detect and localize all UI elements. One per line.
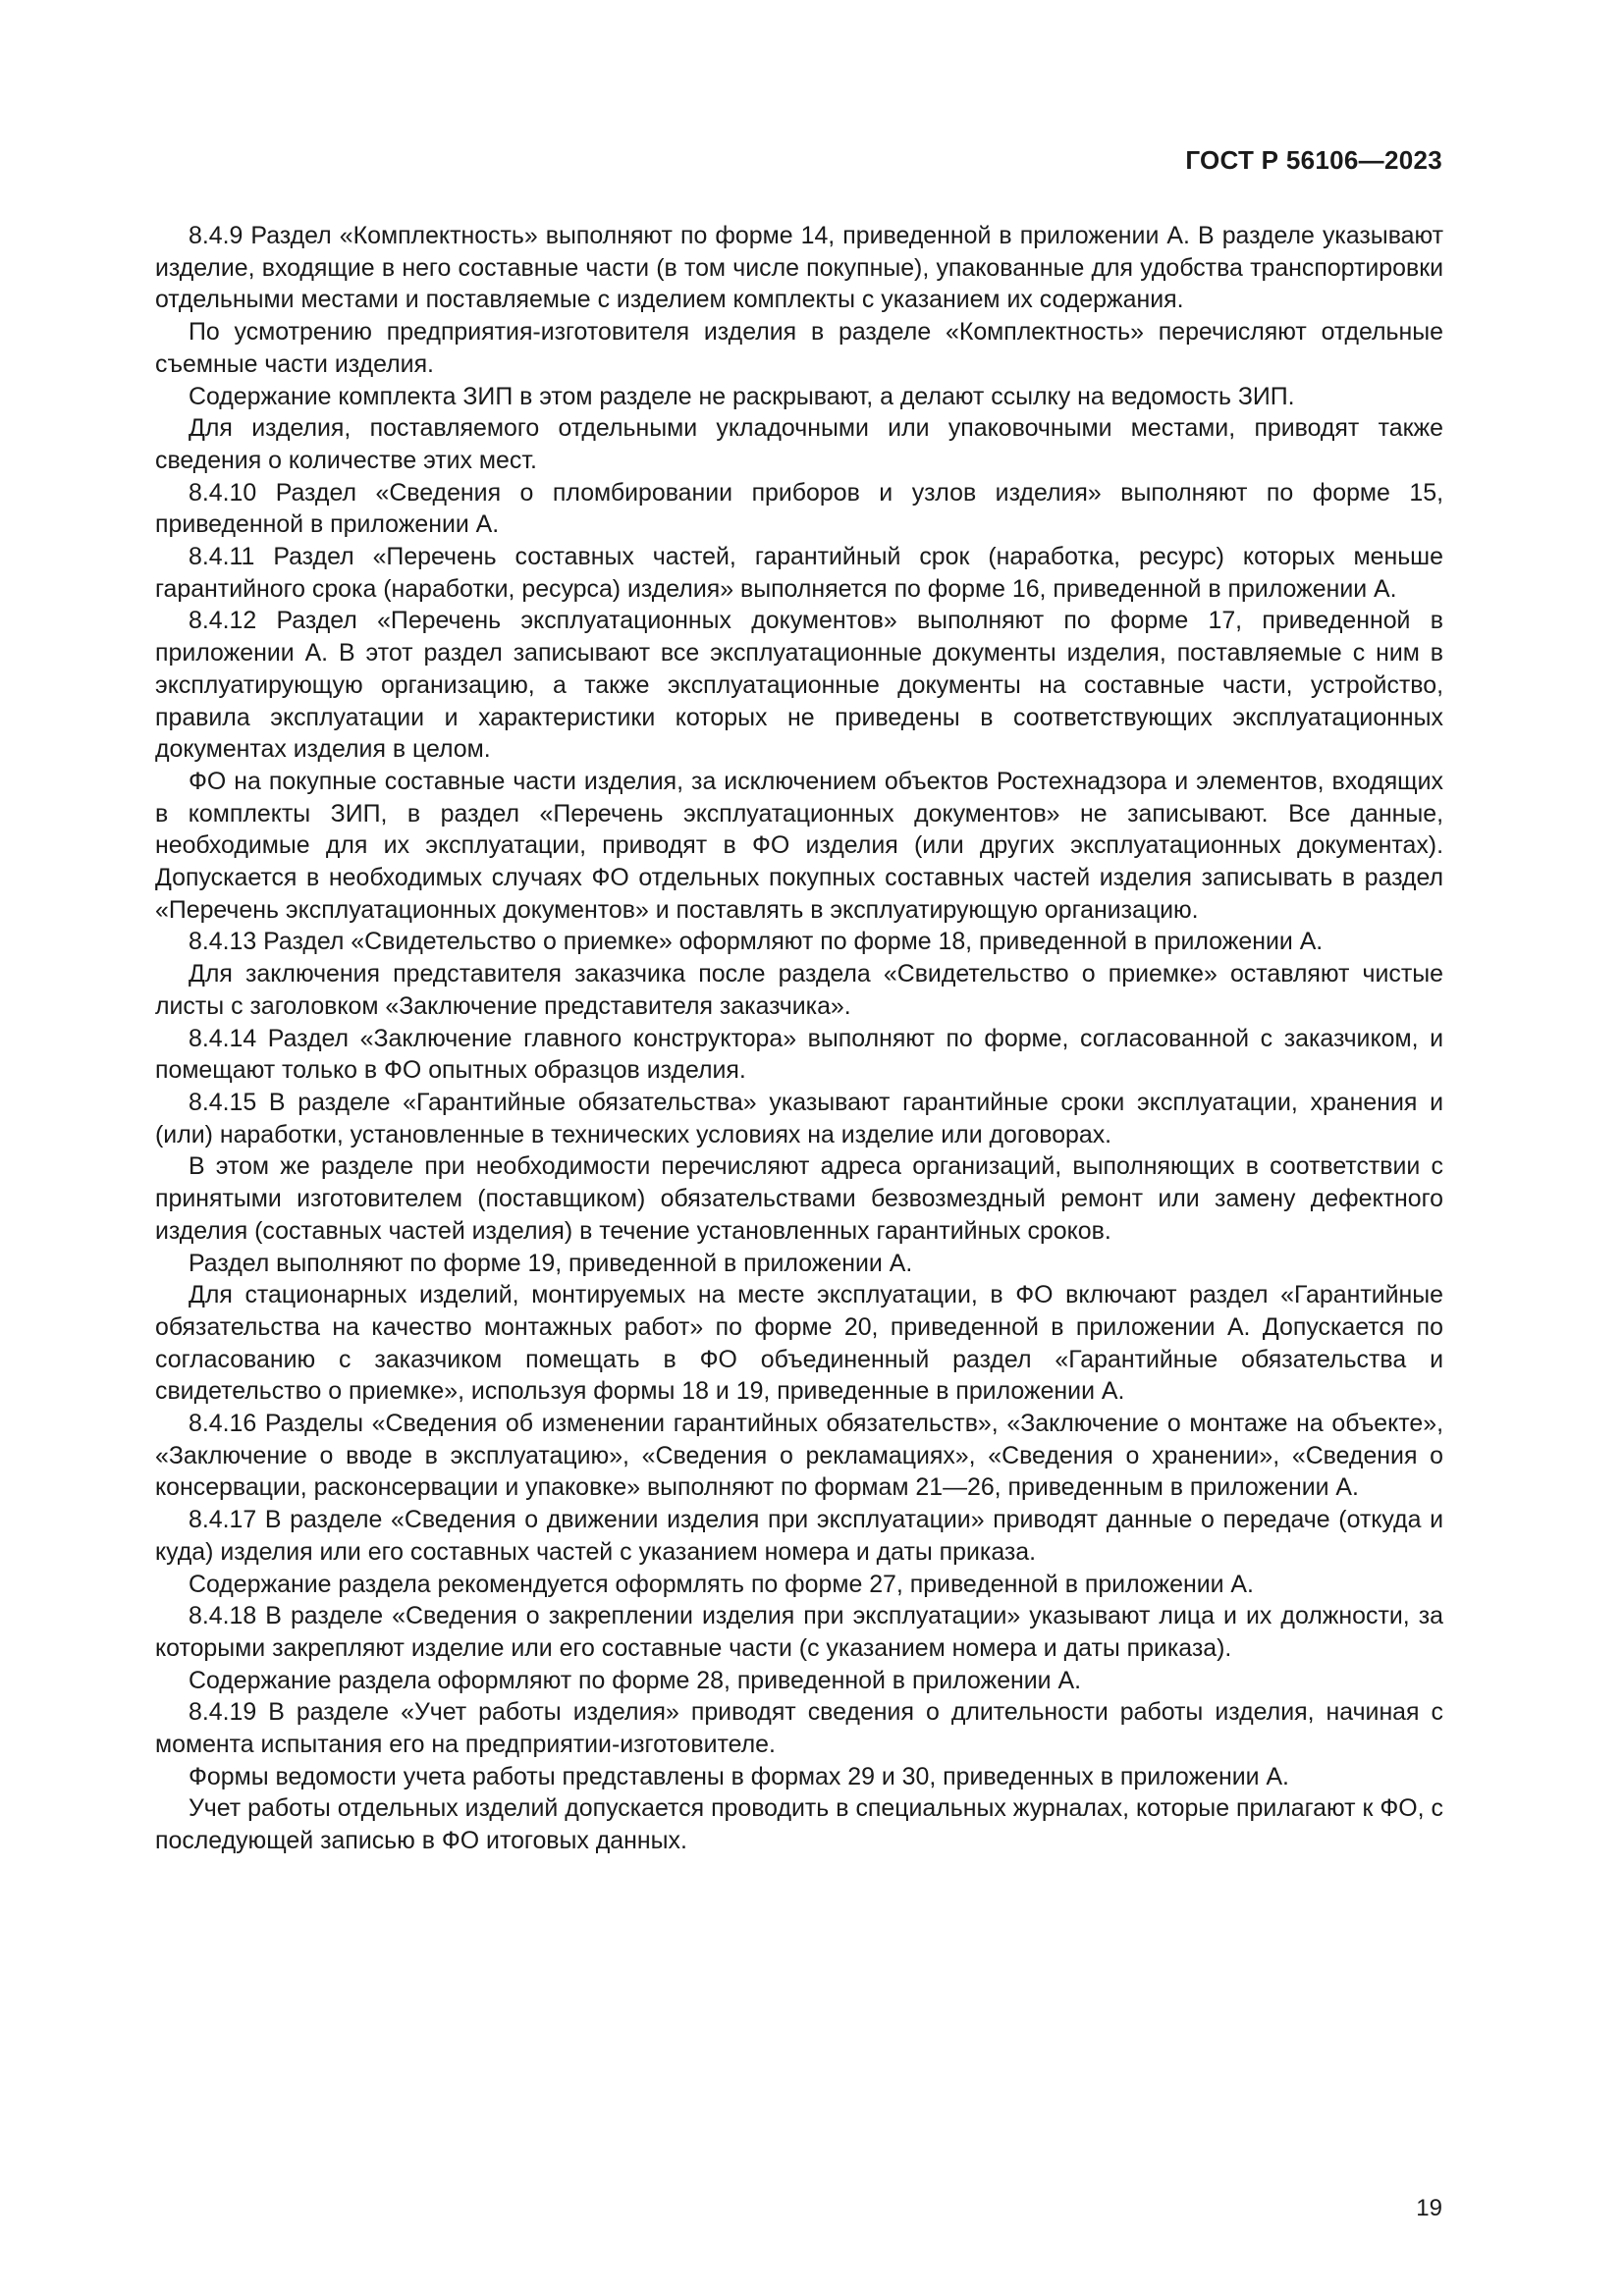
paragraph: 8.4.17 В разделе «Сведения о движении изделия при эксплуатации» приводят данные о передаче (откуда и куда) изделия или его составных частей с указанием номера и даты приказа. (155, 1506, 1443, 1566)
paragraph: По усмотрению предприятия-изготовителя изделия в разделе «Комплектность» перечисляют отдельные съемные части изделия. (155, 318, 1443, 378)
paragraph: Для стационарных изделий, монтируемых на месте эксплуатации, в ФО включают раздел «Гарантийные обязательства на качество монтажных работ» по форме 20, приведенной в приложении А. Допускается по согласованию с заказчиком помещать в ФО объединенный раздел «Гарантийные обязательства и свидетельство о приемке», используя формы 18 и 19, приведенные в приложении А. (155, 1281, 1443, 1406)
document-body (155, 220, 1443, 1857)
paragraph: Раздел выполняют по форме 19, приведенной в приложении А. (189, 1249, 913, 1277)
page-number: 19 (1416, 2195, 1442, 2221)
standard-header: ГОСТ Р 56106—2023 (1185, 145, 1442, 175)
paragraph: 8.4.11 Раздел «Перечень составных частей, гарантийный срок (наработка, ресурс) которых меньше гарантийного срока (наработки, ресурса) изделия» выполняется по форме 16, приведенной в приложении А. (155, 543, 1443, 603)
paragraph: Содержание раздела оформляют по форме 28, приведенной в приложении А. (189, 1666, 1082, 1694)
paragraph: Для заключения представителя заказчика после раздела «Свидетельство о приемке» оставляют чистые листы с заголовком «Заключение представителя заказчика». (155, 960, 1443, 1020)
paragraph: Содержание комплекта ЗИП в этом разделе не раскрывают, а делают ссылку на ведомость ЗИП. (189, 382, 1295, 410)
paragraph: 8.4.18 В разделе «Сведения о закреплении изделия при эксплуатации» указывают лица и их должности, за которыми закрепляют изделие или его составные части (с указанием номера и даты приказа). (155, 1602, 1443, 1662)
paragraph: 8.4.14 Раздел «Заключение главного конструктора» выполняют по форме, согласованной с заказчиком, и помещают только в ФО опытных образцов изделия. (155, 1024, 1443, 1085)
paragraph: Содержание раздела рекомендуется оформлять по форме 27, приведенной в приложении А. (189, 1570, 1254, 1598)
paragraph: 8.4.19 В разделе «Учет работы изделия» приводят сведения о длительности работы изделия, начиная с момента испытания его на предприятии-изготовителе. (155, 1698, 1443, 1759)
paragraph: 8.4.10 Раздел «Сведения о пломбировании приборов и узлов изделия» выполняют по форме 15, приведенной в приложении А. (155, 478, 1443, 539)
paragraph: 8.4.9 Раздел «Комплектность» выполняют по форме 14, приведенной в приложении А. В разделе указывают изделие, входящие в него составные части (в том числе покупные), упакованные для удобства транспортировки отдельными местами и поставляемые с изделием комплекты с указанием их содержания. (155, 222, 1443, 314)
paragraph: Формы ведомости учета работы представлены в формах 29 и 30, приведенных в приложении А. (189, 1762, 1289, 1790)
paragraph: 8.4.12 Раздел «Перечень эксплуатационных документов» выполняют по форме 17, приведенной в приложении А. В этот раздел записывают все эксплуатационные документы изделия, поставляемые с ним в эксплуатирующую организацию, а также эксплуатационные документы на составные части, устройство, правила эксплуатации и характеристики которых не приведены в соответствующих эксплуатационных документах изделия в целом. (155, 607, 1443, 764)
paragraph: ФО на покупные составные части изделия, за исключением объектов Ростехнадзора и элементов, входящих в комплекты ЗИП, в раздел «Перечень эксплуатационных документов» не записывают. Все данные, необходимые для их эксплуатации, приводят в ФО изделия (или других эксплуатационных документах). Допускается в необходимых случаях ФО отдельных покупных составных частей изделия записывать в раздел «Перечень эксплуатационных документов» и поставлять в эксплуатирующую организацию. (155, 767, 1443, 924)
paragraph: Для изделия, поставляемого отдельными укладочными или упаковочными местами, приводят также сведения о количестве этих мест. (155, 414, 1443, 474)
paragraph: 8.4.15 В разделе «Гарантийные обязательства» указывают гарантийные сроки эксплуатации, хранения и (или) наработки, установленные в технических условиях на изделие или договорах. (155, 1088, 1443, 1148)
paragraph: 8.4.13 Раздел «Свидетельство о приемке» оформляют по форме 18, приведенной в приложении А. (189, 928, 1324, 956)
paragraph: 8.4.16 Разделы «Сведения об изменении гарантийных обязательств», «Заключение о монтаже на объекте», «Заключение о вводе в эксплуатацию», «Сведения о рекламациях», «Сведения о хранении», «Сведения о консервации, расконсервации и упаковке» выполняют по формам 21—26, приведенным в приложении А. (155, 1410, 1443, 1502)
paragraph: Учет работы отдельных изделий допускается проводить в специальных журналах, которые прилагают к ФО, с последующей записью в ФО итоговых данных. (155, 1794, 1443, 1855)
paragraph: В этом же разделе при необходимости перечисляют адреса организаций, выполняющих в соответствии с принятыми изготовителем (поставщиком) обязательствами безвозмездный ремонт или замену дефектного изделия (составных частей изделия) в течение установленных гарантийных сроков. (155, 1152, 1443, 1245)
